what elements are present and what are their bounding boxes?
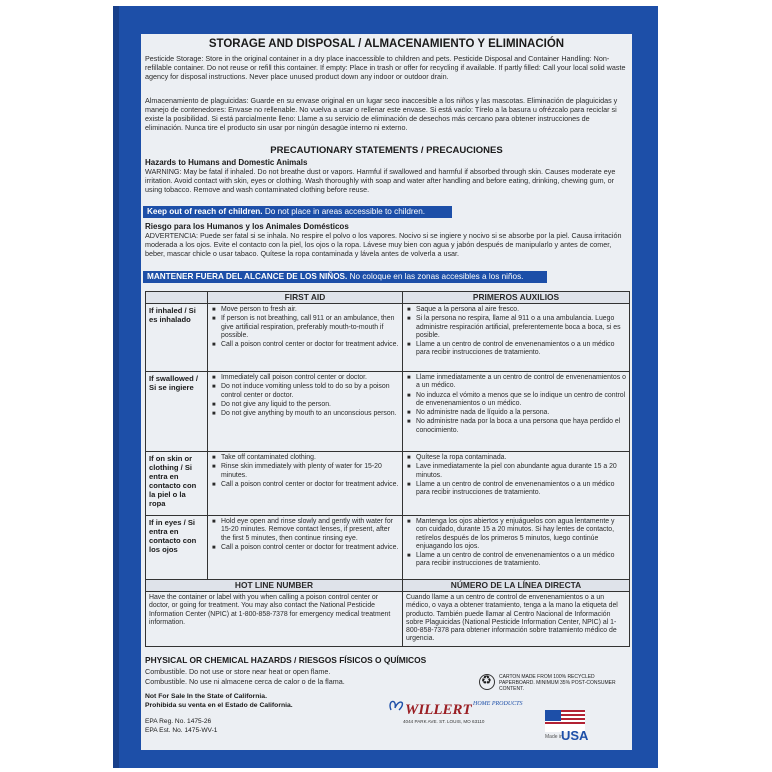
hazards-es-heading: Riesgo para los Humanos y los Animales Domésticos [145, 222, 349, 231]
first-aid-table [145, 291, 630, 647]
list-item: ■ Do not give any liquid to the person. [221, 401, 399, 409]
list-item: ■ Quítese la ropa contaminada. [416, 454, 626, 462]
list-item: ■ Llame a un centro de control de envenenamientos o a un médico para recibir instrucciones de tratamiento. [416, 552, 626, 569]
first-aid-skin-en [208, 452, 403, 516]
list-item: ■ No administre nada por la boca a una persona que haya perdido el conocimiento. [416, 418, 626, 435]
recycle-text: CARTON MADE FROM 100% RECYCLED PAPERBOARD. MINIMUM 35% POST-CONSUMER CONTENT. [499, 674, 616, 692]
package-box-edge [113, 6, 119, 768]
epa-reg-no: EPA Reg. No. 1475-26 [145, 718, 212, 725]
hotline-heading: HOT LINE NUMBER [146, 580, 403, 592]
hotline-text-es: Cuando llame a un centro de control de envenenamientos o a un médico, o vaya a obtener tratamiento, tenga a la mano la etiqueta del producto. También puede llamar al Centro Nacional de Información sobre Plaguicidas (National Pesticide Information Center, NPIC) al 1-800-858-7378 para obtener información sobre tratamiento médico de urgencia. [403, 592, 630, 647]
route-swallowed: If swallowed / Si se ingiere [146, 372, 208, 452]
list-item: ■ Call a poison control center or doctor for treatment advice. [221, 481, 399, 489]
hotline-text-en: Have the container or label with you when calling a poison control center or doctor, or going for treatment. You may also contact the National Pesticide Information Center (NPIC) at 1-800-858-7378 for emergency medical treatment information. [146, 592, 403, 647]
first-aid-swallowed-es [403, 372, 630, 452]
first-aid-swallowed-en [208, 372, 403, 452]
route-eyes: If in eyes / Si entra en contacto con los ojos [146, 516, 208, 580]
list-item: ■ Si la persona no respira, llame al 911 o a una ambulancia. Luego administre respiración artificial, preferentemente boca a boca, si es posible. [416, 315, 626, 340]
physical-hazards-es: Combustible. No use ni almacene cerca de calor o de la flama. [145, 677, 345, 686]
hazards-text-en: WARNING: May be fatal if inhaled. Do not breathe dust or vapors. Harmful if swallowed and harmful if absorbed through skin. Causes moderate eye irritation. Avoid contact with skin, eyes or clothing. Wash thoroughly with soap and water after handling and before eating, drinking, chewing gum, or using tobacco. Remove and wash contaminated clothing before reuse. [145, 167, 616, 195]
storage-text-es: Almacenamiento de plaguicidas: Guarde en su envase original en un lugar seco inaccesible a los niños y las mascotas. Eliminación de plaguicidas y manejo de contenedores: Envase no rellenable. No vuelva a usar o rellenar este envase. Si está vacío: Tírelo a la basura u ofrézcalo para reciclar si existe la posibilidad. Si está parcialmente lleno: Llame a su servicio de eliminación de desechos más cercano para obtener instrucciones de eliminación. Nunca tire el producto sin usar por ningún desagüe interno ni externo. [145, 96, 618, 133]
storage-title: STORAGE AND DISPOSAL / ALMACENAMIENTO Y ELIMINACIÓN [208, 38, 565, 50]
list-item: ■ Mantenga los ojos abiertos y enjuáguelos con agua lentamente y con cuidado, durante 15 a 20 minutos. Si hay lentes de contacto, retírelos después de los primeros 5 minutos, luego continúe enjuagando los ojos. [416, 518, 626, 551]
epa-est-no: EPA Est. No. 1475-WV-1 [145, 727, 218, 734]
list-item: ■ No administre nada de líquido a la persona. [416, 409, 626, 417]
physical-hazards-en: Combustible. Do not use or store near heat or open flame. [145, 667, 331, 676]
route-skin: If on skin or clothing / Si entra en contacto con la piel o la ropa [146, 452, 208, 516]
brand-address: 4044 PARK AVE. ST. LOUIS, MO 63110 [403, 719, 485, 724]
keep-out-en-rest: Do not place in areas accessible to children. [264, 207, 426, 216]
physical-hazards-title: PHYSICAL OR CHEMICAL HAZARDS / RIESGOS FÍSICOS O QUÍMICOS [145, 655, 427, 665]
keep-out-band-en [143, 206, 452, 218]
list-item: ■ Immediately call poison control center or doctor. [221, 374, 399, 382]
route-inhaled: If inhaled / Si es inhalado [146, 304, 208, 372]
brand-name: WILLERT [405, 702, 472, 718]
first-aid-eyes-es [403, 516, 630, 580]
hotline-heading-es: NÚMERO DE LA LÍNEA DIRECTA [403, 580, 630, 592]
keep-out-es: MANTENER FUERA DEL ALCANCE DE LOS NIÑOS. [147, 272, 348, 281]
first-aid-skin-es [403, 452, 630, 516]
keep-out-es-rest: No coloque en las zonas accesibles a los niños. [349, 272, 524, 281]
storage-text-en: Pesticide Storage: Store in the original container in a dry place inaccessible to children and pets. Pesticide Disposal and Container Handling: Non-refillable container. Do not reuse or refill this container. If empty: Place in trash or offer for recycling if available. If partly filled: Call your local solid waste agency for disposal instructions. Never place unused product down any indoor or outdoor drain. [145, 54, 626, 82]
list-item: ■ Call a poison control center or doctor for treatment advice. [221, 544, 399, 552]
recycle-icon [479, 674, 495, 690]
first-aid-inhaled-es [403, 304, 630, 372]
primeros-auxilios-heading: PRIMEROS AUXILIOS [403, 292, 630, 304]
list-item: ■ Saque a la persona al aire fresco. [416, 306, 626, 314]
usa-text: USA [561, 728, 589, 743]
list-item: ■ Llame inmediatamente a un centro de control de envenenamientos o a un médico. [416, 374, 626, 391]
brand-sub: HOME PRODUCTS [473, 701, 523, 707]
first-aid-corner [146, 292, 208, 304]
list-item: ■ Lave inmediatamente la piel con abundante agua durante 15 a 20 minutos. [416, 463, 626, 480]
label-panel [141, 34, 632, 750]
list-item: ■ Hold eye open and rinse slowly and gently with water for 15-20 minutes. Remove contact lenses, if present, after the first 5 minutes, then continue rinsing eye. [221, 518, 399, 543]
list-item: ■ No induzca el vómito a menos que se lo indique un centro de control de envenenamientos o un médico. [416, 392, 626, 409]
prohibida-venta: Prohibida su venta en el Estado de California. [145, 702, 293, 709]
first-aid-heading: FIRST AID [208, 292, 403, 304]
list-item: ■ Llame a un centro de control de envenenamientos o a un médico para recibir instrucciones de tratamiento. [416, 481, 626, 498]
hazards-text-es: ADVERTENCIA: Puede ser fatal si se inhala. No respire el polvo o los vapores. Nocivo si se ingiere y nocivo si se absorbe por la piel. Causa irritación moderada a los ojos. Evite el contacto con la piel, los ojos o la ropa. Lávese muy bien con agua y jabón después de manipularlo y antes de comer, beber, mascar chicle o usar tabaco. Quítese la ropa contaminada y lávela antes de volverla a usar. [145, 231, 622, 259]
list-item: ■ If person is not breathing, call 911 or an ambulance, then give artificial respiration, preferably mouth-to-mouth if possible. [221, 315, 399, 340]
list-item: ■ Do not induce vomiting unless told to do so by a poison control center or doctor. [221, 383, 399, 400]
first-aid-inhaled-en [208, 304, 403, 372]
made-in: Made in [545, 734, 563, 740]
list-item: ■ Move person to fresh air. [221, 306, 399, 314]
list-item: ■ Rinse skin immediately with plenty of water for 15-20 minutes. [221, 463, 399, 480]
keep-out-band-es [143, 271, 547, 283]
willert-logo [381, 692, 523, 728]
hazards-en-heading: Hazards to Humans and Domestic Animals [145, 158, 308, 167]
list-item: ■ Llame a un centro de control de envenenamientos o a un médico para recibir instrucciones de tratamiento. [416, 341, 626, 358]
first-aid-eyes-en [208, 516, 403, 580]
keep-out-en: Keep out of reach of children. [147, 207, 263, 216]
precautionary-title: PRECAUTIONARY STATEMENTS / PRECAUCIONES [270, 145, 503, 156]
list-item: ■ Do not give anything by mouth to an unconscious person. [221, 410, 399, 418]
list-item: ■ Take off contaminated clothing. [221, 454, 399, 462]
not-for-sale: Not For Sale In the State of California. [145, 693, 267, 700]
list-item: ■ Call a poison control center or doctor for treatment advice. [221, 341, 399, 349]
